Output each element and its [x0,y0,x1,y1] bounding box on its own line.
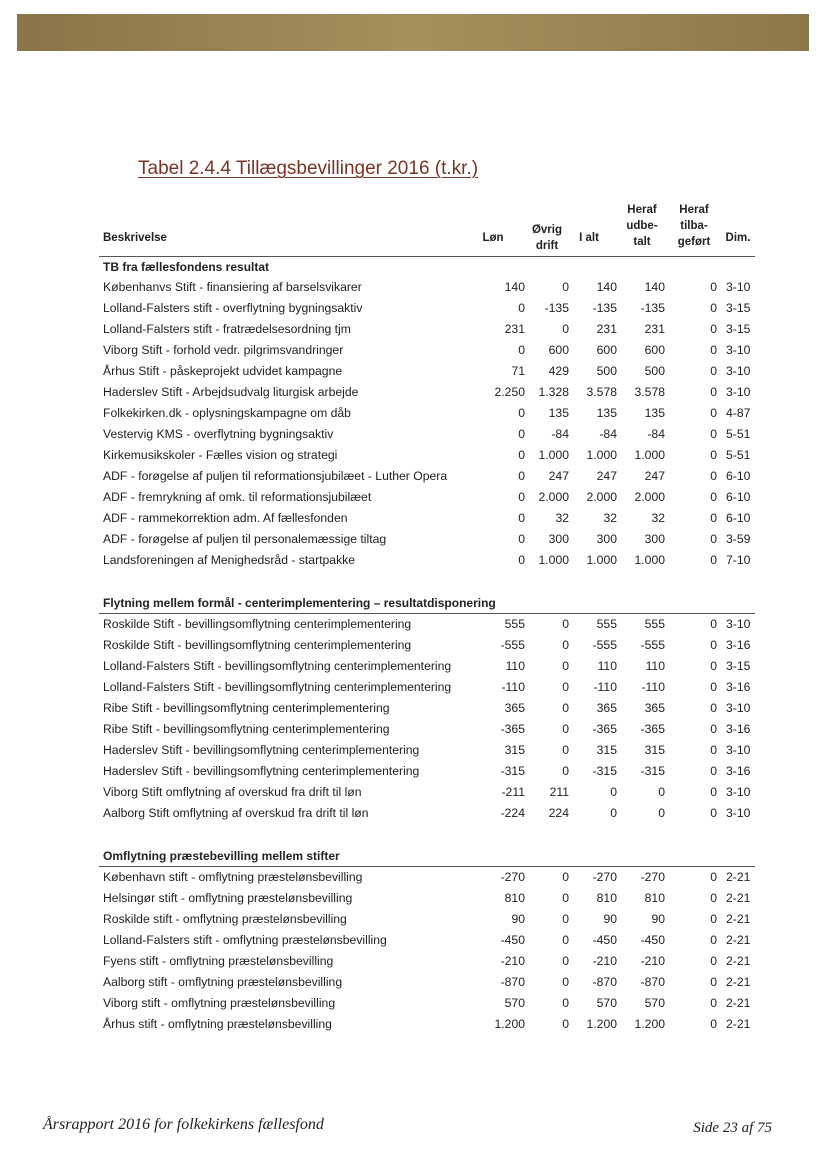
cell-ialt: 600 [596,343,617,357]
cell-udbe: 247 [644,469,665,483]
cell-lon: 231 [504,322,525,336]
cell-lon: 0 [518,301,525,315]
allocation-table [99,200,757,1035]
cell-lon: 0 [518,511,525,525]
cell-tilba: 0 [710,912,717,926]
table-row [99,298,757,319]
cell-dim: 3-10 [726,364,751,378]
cell-tilba: 0 [710,364,717,378]
cell-ialt: 2.000 [586,490,617,504]
cell-ialt: -210 [592,954,617,968]
cell-desc: Lolland-Falsters Stift - bevillingsomflytning centerimplementering [103,680,452,694]
table-row [99,340,757,361]
cell-lon: -270 [500,870,525,884]
cell-tilba: 0 [710,680,717,694]
cell-desc: Roskilde Stift - bevillingsomflytning centerimplementering [103,638,412,652]
cell-udbe: 500 [644,364,665,378]
cell-lon: 0 [518,553,525,567]
table-row [99,761,757,782]
cell-tilba: 0 [710,701,717,715]
cell-dim: 3-59 [726,532,751,546]
cell-tilba: 0 [710,722,717,736]
cell-ialt: 0 [610,806,617,820]
table-row [99,635,757,656]
cell-desc: Ribe Stift - bevillingsomflytning centerimplementering [103,722,390,736]
cell-dim: 3-10 [726,743,751,757]
table-row [99,508,757,529]
cell-dim: 3-15 [726,659,751,673]
cell-desc: Københanvs Stift - finansiering af barselsvikarer [103,280,362,294]
cell-lon: 0 [518,490,525,504]
cell-dim: 3-15 [726,322,751,336]
cell-udbe: 2.000 [634,490,665,504]
cell-ovrig: -135 [544,301,569,315]
cell-udbe: 600 [644,343,665,357]
cell-dim: 6-10 [726,490,751,504]
section-title: Flytning mellem formål - centerimplementering – resultatdisponering [103,596,496,610]
cell-tilba: 0 [710,933,717,947]
cell-ovrig: 0 [562,617,569,631]
cell-dim: 3-15 [726,301,751,315]
cell-tilba: 0 [710,954,717,968]
cell-desc: København stift - omflytning præstelønsbevilling [103,870,363,884]
cell-lon: 0 [518,427,525,441]
cell-ialt: 1.000 [586,448,617,462]
cell-udbe: 135 [644,406,665,420]
table-row [99,740,757,761]
table-row [99,277,757,298]
cell-tilba: 0 [710,659,717,673]
cell-tilba: 0 [710,870,717,884]
section-title: Omflytning præstebevilling mellem stifter [103,849,340,863]
cell-udbe: -270 [640,870,665,884]
cell-ialt: -450 [592,933,617,947]
cell-tilba: 0 [710,891,717,905]
cell-ialt: -315 [592,764,617,778]
table-body [99,257,757,1035]
cell-lon: -110 [501,680,525,694]
cell-ovrig: 0 [562,933,569,947]
cell-udbe: 1.000 [634,448,665,462]
cell-tilba: 0 [710,490,717,504]
cell-desc: Lolland-Falsters stift - omflytning præstelønsbevilling [103,933,387,947]
cell-lon: -555 [500,638,525,652]
cell-tilba: 0 [710,511,717,525]
cell-tilba: 0 [710,785,717,799]
cell-desc: Landsforeningen af Menighedsråd - startpakke [103,553,356,567]
cell-tilba: 0 [710,975,717,989]
cell-ovrig: 1.000 [538,553,569,567]
cell-dim: 2-21 [726,954,751,968]
cell-dim: 3-10 [726,385,751,399]
cell-tilba: 0 [710,617,717,631]
cell-dim: 6-10 [726,469,751,483]
header-ovrig-drift: Øvrig drift [531,224,563,252]
table-row [99,803,757,824]
cell-lon: -365 [500,722,525,736]
cell-ovrig: 0 [562,1017,569,1031]
cell-tilba: 0 [710,532,717,546]
cell-dim: 3-10 [726,617,751,631]
cell-ovrig: 0 [562,659,569,673]
cell-tilba: 0 [710,764,717,778]
cell-ialt: 555 [596,617,617,631]
cell-desc: Fyens stift - omflytning præstelønsbevilling [103,954,334,968]
table-row [99,782,757,803]
cell-udbe: -315 [640,764,665,778]
cell-desc: Helsingør stift - omflytning præstelønsbevilling [103,891,353,905]
cell-ialt: 570 [596,996,617,1010]
cell-dim: 4-87 [726,406,751,420]
cell-udbe: -210 [640,954,665,968]
footer-report-title: Årsrapport 2016 for folkekirkens fællesfond [43,1116,324,1133]
cell-desc: Århus Stift - påskeprojekt udvidet kampagne [103,364,343,378]
header-band [17,14,809,51]
cell-ialt: 247 [596,469,617,483]
cell-ovrig: 0 [562,996,569,1010]
cell-desc: Århus stift - omflytning præstelønsbevilling [103,1017,332,1031]
header-description: Beskrivelse [103,232,167,244]
cell-desc: Aalborg stift - omflytning præstelønsbevilling [103,975,343,989]
cell-ialt: 0 [610,785,617,799]
cell-tilba: 0 [710,743,717,757]
cell-ialt: 32 [603,511,617,525]
cell-lon: 365 [504,701,525,715]
cell-desc: Viborg Stift omflytning af overskud fra drift til løn [103,785,362,799]
cell-udbe: 1.000 [634,553,665,567]
cell-ovrig: 0 [562,701,569,715]
cell-udbe: 1.200 [634,1017,665,1031]
cell-lon: -210 [500,954,525,968]
cell-dim: 3-10 [726,806,751,820]
cell-ialt: -270 [592,870,617,884]
table-row [99,487,757,508]
cell-ialt: 315 [596,743,617,757]
cell-ialt: 135 [596,406,617,420]
cell-dim: 6-10 [726,511,751,525]
cell-desc: Viborg stift - omflytning præstelønsbevilling [103,996,336,1010]
cell-udbe: 90 [651,912,665,926]
cell-udbe: 0 [658,806,665,820]
cell-tilba: 0 [710,553,717,567]
cell-udbe: -870 [640,975,665,989]
cell-tilba: 0 [710,1017,717,1031]
cell-ovrig: 135 [548,406,569,420]
cell-desc: Kirkemusikskoler - Fælles vision og strategi [103,448,338,462]
cell-ovrig: 1.000 [538,448,569,462]
cell-tilba: 0 [710,280,717,294]
cell-udbe: -110 [641,680,665,694]
table-row [99,993,757,1014]
cell-tilba: 0 [710,385,717,399]
cell-ialt: -110 [593,680,617,694]
cell-dim: 3-10 [726,343,751,357]
cell-ialt: 1.200 [586,1017,617,1031]
cell-tilba: 0 [710,406,717,420]
cell-ovrig: 224 [548,806,569,820]
cell-udbe: 110 [645,659,665,673]
cell-dim: 2-21 [726,912,751,926]
cell-lon: 0 [518,343,525,357]
cell-ialt: 1.000 [586,553,617,567]
cell-ialt: 110 [597,659,617,673]
cell-udbe: -365 [640,722,665,736]
cell-lon: 555 [504,617,525,631]
cell-ovrig: 0 [562,280,569,294]
cell-dim: 2-21 [726,933,751,947]
cell-ovrig: 600 [548,343,569,357]
cell-ovrig: 0 [562,743,569,757]
cell-lon: -870 [500,975,525,989]
cell-ialt: -135 [592,301,617,315]
cell-ialt: -365 [592,722,617,736]
cell-lon: 71 [511,364,525,378]
cell-ovrig: 247 [548,469,569,483]
cell-ialt: -555 [592,638,617,652]
cell-desc: Haderslev Stift - bevillingsomflytning centerimplementering [103,743,420,757]
cell-ovrig: 0 [562,322,569,336]
cell-dim: 3-10 [726,785,751,799]
table-row [99,319,757,340]
page-title: Tabel 2.4.4 Tillægsbevillinger 2016 (t.kr.) [138,158,479,179]
cell-ialt: 500 [596,364,617,378]
cell-ovrig: 2.000 [538,490,569,504]
table-row [99,698,757,719]
cell-lon: -315 [500,764,525,778]
cell-desc: Roskilde Stift - bevillingsomflytning centerimplementering [103,617,412,631]
cell-udbe: 140 [644,280,665,294]
cell-desc: Ribe Stift - bevillingsomflytning centerimplementering [103,701,390,715]
header-heraf-tilbagefort: Heraf tilba- geført [677,204,711,248]
section-spacer [99,824,757,846]
section-title: TB fra fællesfondens resultat [103,260,270,274]
cell-ovrig: 300 [548,532,569,546]
cell-dim: 2-21 [726,975,751,989]
cell-dim: 2-21 [726,891,751,905]
cell-tilba: 0 [710,322,717,336]
cell-ialt: 140 [596,280,617,294]
cell-ovrig: 0 [562,638,569,652]
table-row [99,382,757,403]
cell-ovrig: 32 [555,511,569,525]
header-dim: Dim. [725,232,751,244]
cell-ovrig: 0 [562,975,569,989]
cell-dim: 5-51 [726,427,751,441]
cell-udbe: 555 [644,617,665,631]
cell-ovrig: 1.328 [538,385,569,399]
cell-ialt: 231 [596,322,617,336]
cell-ovrig: 0 [562,870,569,884]
cell-tilba: 0 [710,638,717,652]
cell-tilba: 0 [710,469,717,483]
cell-ialt: 300 [596,532,617,546]
cell-ovrig: 0 [562,764,569,778]
table-row [99,1014,757,1035]
cell-lon: 0 [518,469,525,483]
cell-dim: 5-51 [726,448,751,462]
cell-lon: -450 [500,933,525,947]
cell-udbe: 300 [644,532,665,546]
cell-ialt: -84 [599,427,617,441]
table-row [99,614,757,635]
table-row [99,656,757,677]
cell-lon: 110 [505,659,525,673]
cell-lon: 315 [504,743,525,757]
cell-tilba: 0 [710,448,717,462]
cell-tilba: 0 [710,996,717,1010]
cell-udbe: 365 [644,701,665,715]
cell-desc: ADF - rammekorrektion adm. Af fællesfonden [103,511,348,525]
table-row [99,951,757,972]
cell-lon: 90 [511,912,525,926]
cell-lon: 2.250 [494,385,525,399]
cell-desc: Aalborg Stift omflytning af overskud fra drift til løn [103,806,369,820]
table-row [99,719,757,740]
table-row [99,445,757,466]
cell-udbe: 315 [644,743,665,757]
cell-lon: -211 [501,785,525,799]
table-row [99,888,757,909]
section-spacer [99,571,757,593]
cell-udbe: 3.578 [634,385,665,399]
cell-lon: 570 [504,996,525,1010]
cell-desc: Lolland-Falsters stift - overflytning bygningsaktiv [103,301,363,315]
cell-ovrig: 0 [562,680,569,694]
footer-page-number: Side 23 af 75 [693,1120,772,1136]
cell-dim: 3-10 [726,701,751,715]
cell-dim: 2-21 [726,1017,751,1031]
table-row [99,466,757,487]
cell-lon: 1.200 [494,1017,525,1031]
cell-udbe: 570 [644,996,665,1010]
cell-lon: 0 [518,448,525,462]
cell-ialt: 3.578 [586,385,617,399]
table-row [99,677,757,698]
table-row [99,550,757,571]
cell-dim: 3-16 [726,764,751,778]
cell-ovrig: 429 [548,364,569,378]
cell-udbe: 231 [644,322,665,336]
cell-desc: Viborg Stift - forhold vedr. pilgrimsvandringer [103,343,344,357]
cell-ovrig: 0 [562,891,569,905]
cell-lon: 0 [518,532,525,546]
cell-udbe: -450 [640,933,665,947]
cell-tilba: 0 [710,806,717,820]
table-row [99,403,757,424]
cell-desc: Roskilde stift - omflytning præstelønsbevilling [103,912,347,926]
cell-ovrig: -84 [551,427,569,441]
cell-ialt: 90 [603,912,617,926]
table-row [99,867,757,888]
header-i-alt: I alt [579,232,599,244]
cell-ovrig: 211 [549,785,569,799]
cell-tilba: 0 [710,301,717,315]
cell-ialt: 365 [596,701,617,715]
table-header [99,200,757,256]
cell-dim: 3-16 [726,638,751,652]
cell-lon: -224 [500,806,525,820]
cell-dim: 3-16 [726,680,751,694]
cell-ovrig: 0 [562,912,569,926]
cell-dim: 2-21 [726,996,751,1010]
cell-desc: Lolland-Falsters stift - fratrædelsesordning tjm [103,322,351,336]
cell-dim: 2-21 [726,870,751,884]
cell-lon: 140 [504,280,525,294]
cell-lon: 810 [504,891,525,905]
cell-udbe: 0 [658,785,665,799]
table-row [99,529,757,550]
cell-desc: ADF - forøgelse af puljen til personalemæssige tiltag [103,532,387,546]
cell-udbe: 810 [644,891,665,905]
cell-lon: 0 [518,406,525,420]
cell-ialt: 810 [596,891,617,905]
cell-udbe: -555 [640,638,665,652]
cell-ovrig: 0 [562,954,569,968]
cell-desc: Lolland-Falsters Stift - bevillingsomflytning centerimplementering [103,659,452,673]
cell-udbe: -135 [640,301,665,315]
cell-dim: 3-10 [726,280,751,294]
cell-ovrig: 0 [562,722,569,736]
table-row [99,930,757,951]
cell-ialt: -870 [592,975,617,989]
cell-dim: 7-10 [726,553,751,567]
cell-dim: 3-16 [726,722,751,736]
cell-tilba: 0 [710,427,717,441]
table-row [99,972,757,993]
cell-desc: Haderslev Stift - bevillingsomflytning centerimplementering [103,764,420,778]
cell-udbe: -84 [647,427,665,441]
table-row [99,361,757,382]
cell-udbe: 32 [651,511,665,525]
table-row [99,424,757,445]
table-row [99,909,757,930]
cell-tilba: 0 [710,343,717,357]
cell-desc: ADF - fremrykning af omk. til reformationsjubilæet [103,490,372,504]
header-heraf-udbetalt: Heraf udbe- talt [626,204,658,248]
cell-desc: ADF - forøgelse af puljen til reformationsjubilæet - Luther Opera [103,469,448,483]
cell-desc: Haderslev Stift - Arbejdsudvalg liturgisk arbejde [103,385,359,399]
cell-desc: Vestervig KMS - overflytning bygningsaktiv [103,427,334,441]
header-lon: Løn [482,232,504,244]
cell-desc: Folkekirken.dk - oplysningskampagne om dåb [103,406,351,420]
